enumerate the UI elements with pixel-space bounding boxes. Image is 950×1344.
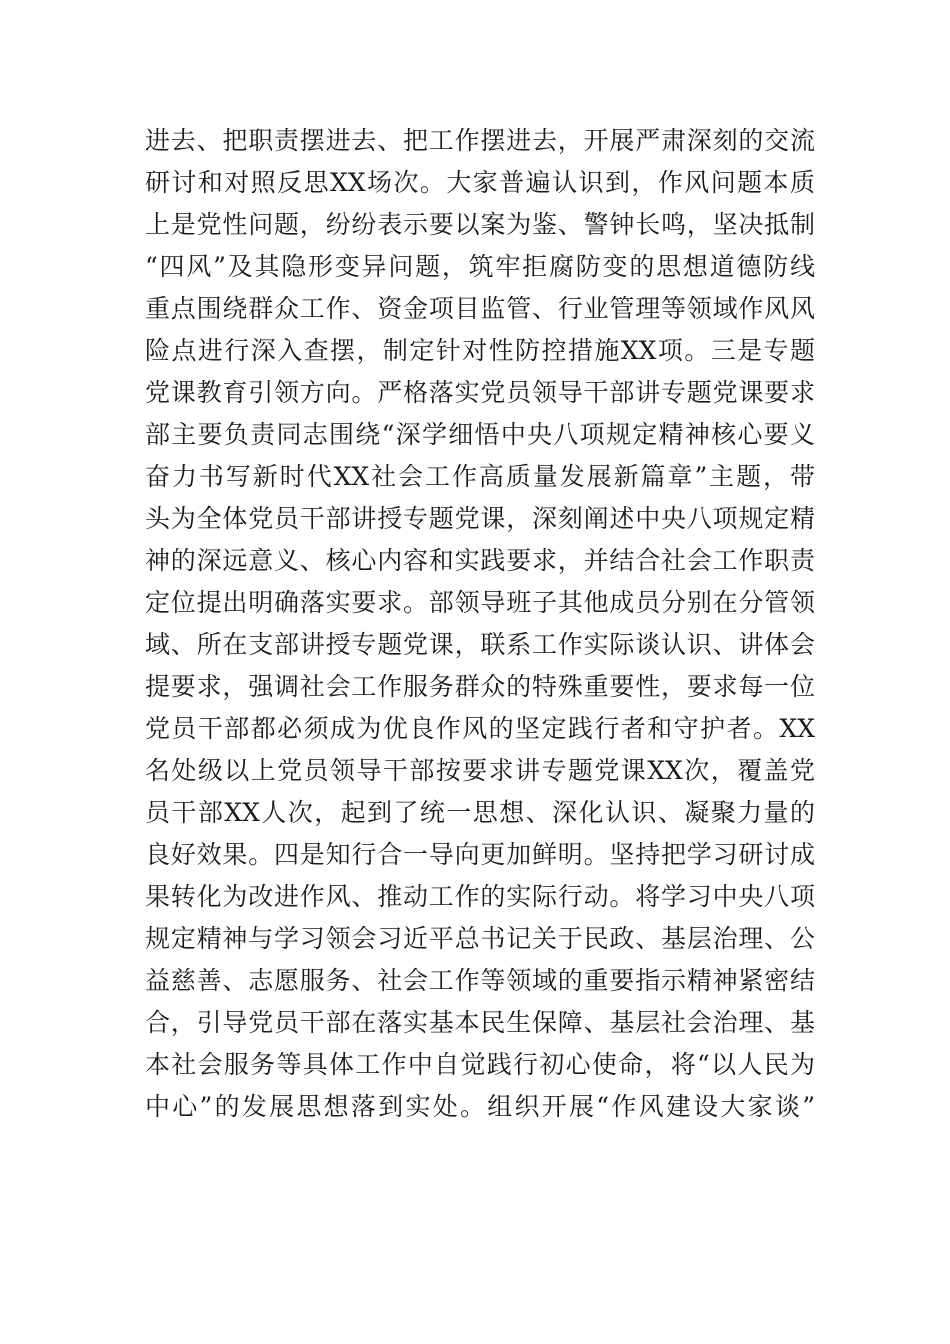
text-line: 部主要负责同志围绕“深学细悟中央八项规定精神核心要义 xyxy=(145,420,815,449)
text-line: 果转化为改进作风、推动工作的实际行动。将学习中央八项 xyxy=(145,882,815,911)
text-line: 良好效果。四是知行合一导向更加鲜明。坚持把学习研讨成 xyxy=(145,840,815,869)
text-line: 党员干部都必须成为优良作风的坚定践行者和守护者。XX xyxy=(145,714,815,743)
text-line: “四风”及其隐形变异问题，筑牢拒腐防变的思想道德防线 xyxy=(145,252,815,281)
text-line: 神的深远意义、核心内容和实践要求，并结合社会工作职责 xyxy=(145,546,815,575)
text-line: 域、所在支部讲授专题党课，联系工作实际谈认识、讲体会 xyxy=(145,630,815,659)
text-line: 奋力书写新时代XX社会工作高质量发展新篇章”主题，带 xyxy=(145,462,815,491)
text-line: 进去、把职责摆进去、把工作摆进去，开展严肃深刻的交流 xyxy=(145,126,815,155)
text-line: 重点围绕群众工作、资金项目监管、行业管理等领域作风风 xyxy=(145,294,815,323)
body-text xyxy=(145,120,815,1128)
text-line: 中心”的发展思想落到实处。组织开展“作风建设大家谈” xyxy=(145,1092,815,1121)
text-line: 研讨和对照反思XX场次。大家普遍认识到，作风问题本质 xyxy=(145,168,815,197)
text-line: 上是党性问题，纷纷表示要以案为鉴、警钟长鸣，坚决抵制 xyxy=(145,210,815,239)
text-line: 益慈善、志愿服务、社会工作等领域的重要指示精神紧密结 xyxy=(145,966,815,995)
text-line: 规定精神与学习领会习近平总书记关于民政、基层治理、公 xyxy=(145,924,815,953)
text-line: 本社会服务等具体工作中自觉践行初心使命，将“以人民为 xyxy=(145,1050,815,1079)
text-line: 党课教育引领方向。严格落实党员领导干部讲专题党课要求 xyxy=(145,378,815,407)
text-line: 名处级以上党员领导干部按要求讲专题党课XX次，覆盖党 xyxy=(145,756,815,785)
text-line: 头为全体党员干部讲授专题党课，深刻阐述中央八项规定精 xyxy=(145,504,815,533)
text-line: 险点进行深入查摆，制定针对性防控措施XX项。三是专题 xyxy=(145,336,815,365)
text-line: 员干部XX人次，起到了统一思想、深化认识、凝聚力量的 xyxy=(145,798,815,827)
text-line: 合，引导党员干部在落实基本民生保障、基层社会治理、基 xyxy=(145,1008,815,1037)
text-line: 定位提出明确落实要求。部领导班子其他成员分别在分管领 xyxy=(145,588,815,617)
text-line: 提要求，强调社会工作服务群众的特殊重要性，要求每一位 xyxy=(145,672,815,701)
